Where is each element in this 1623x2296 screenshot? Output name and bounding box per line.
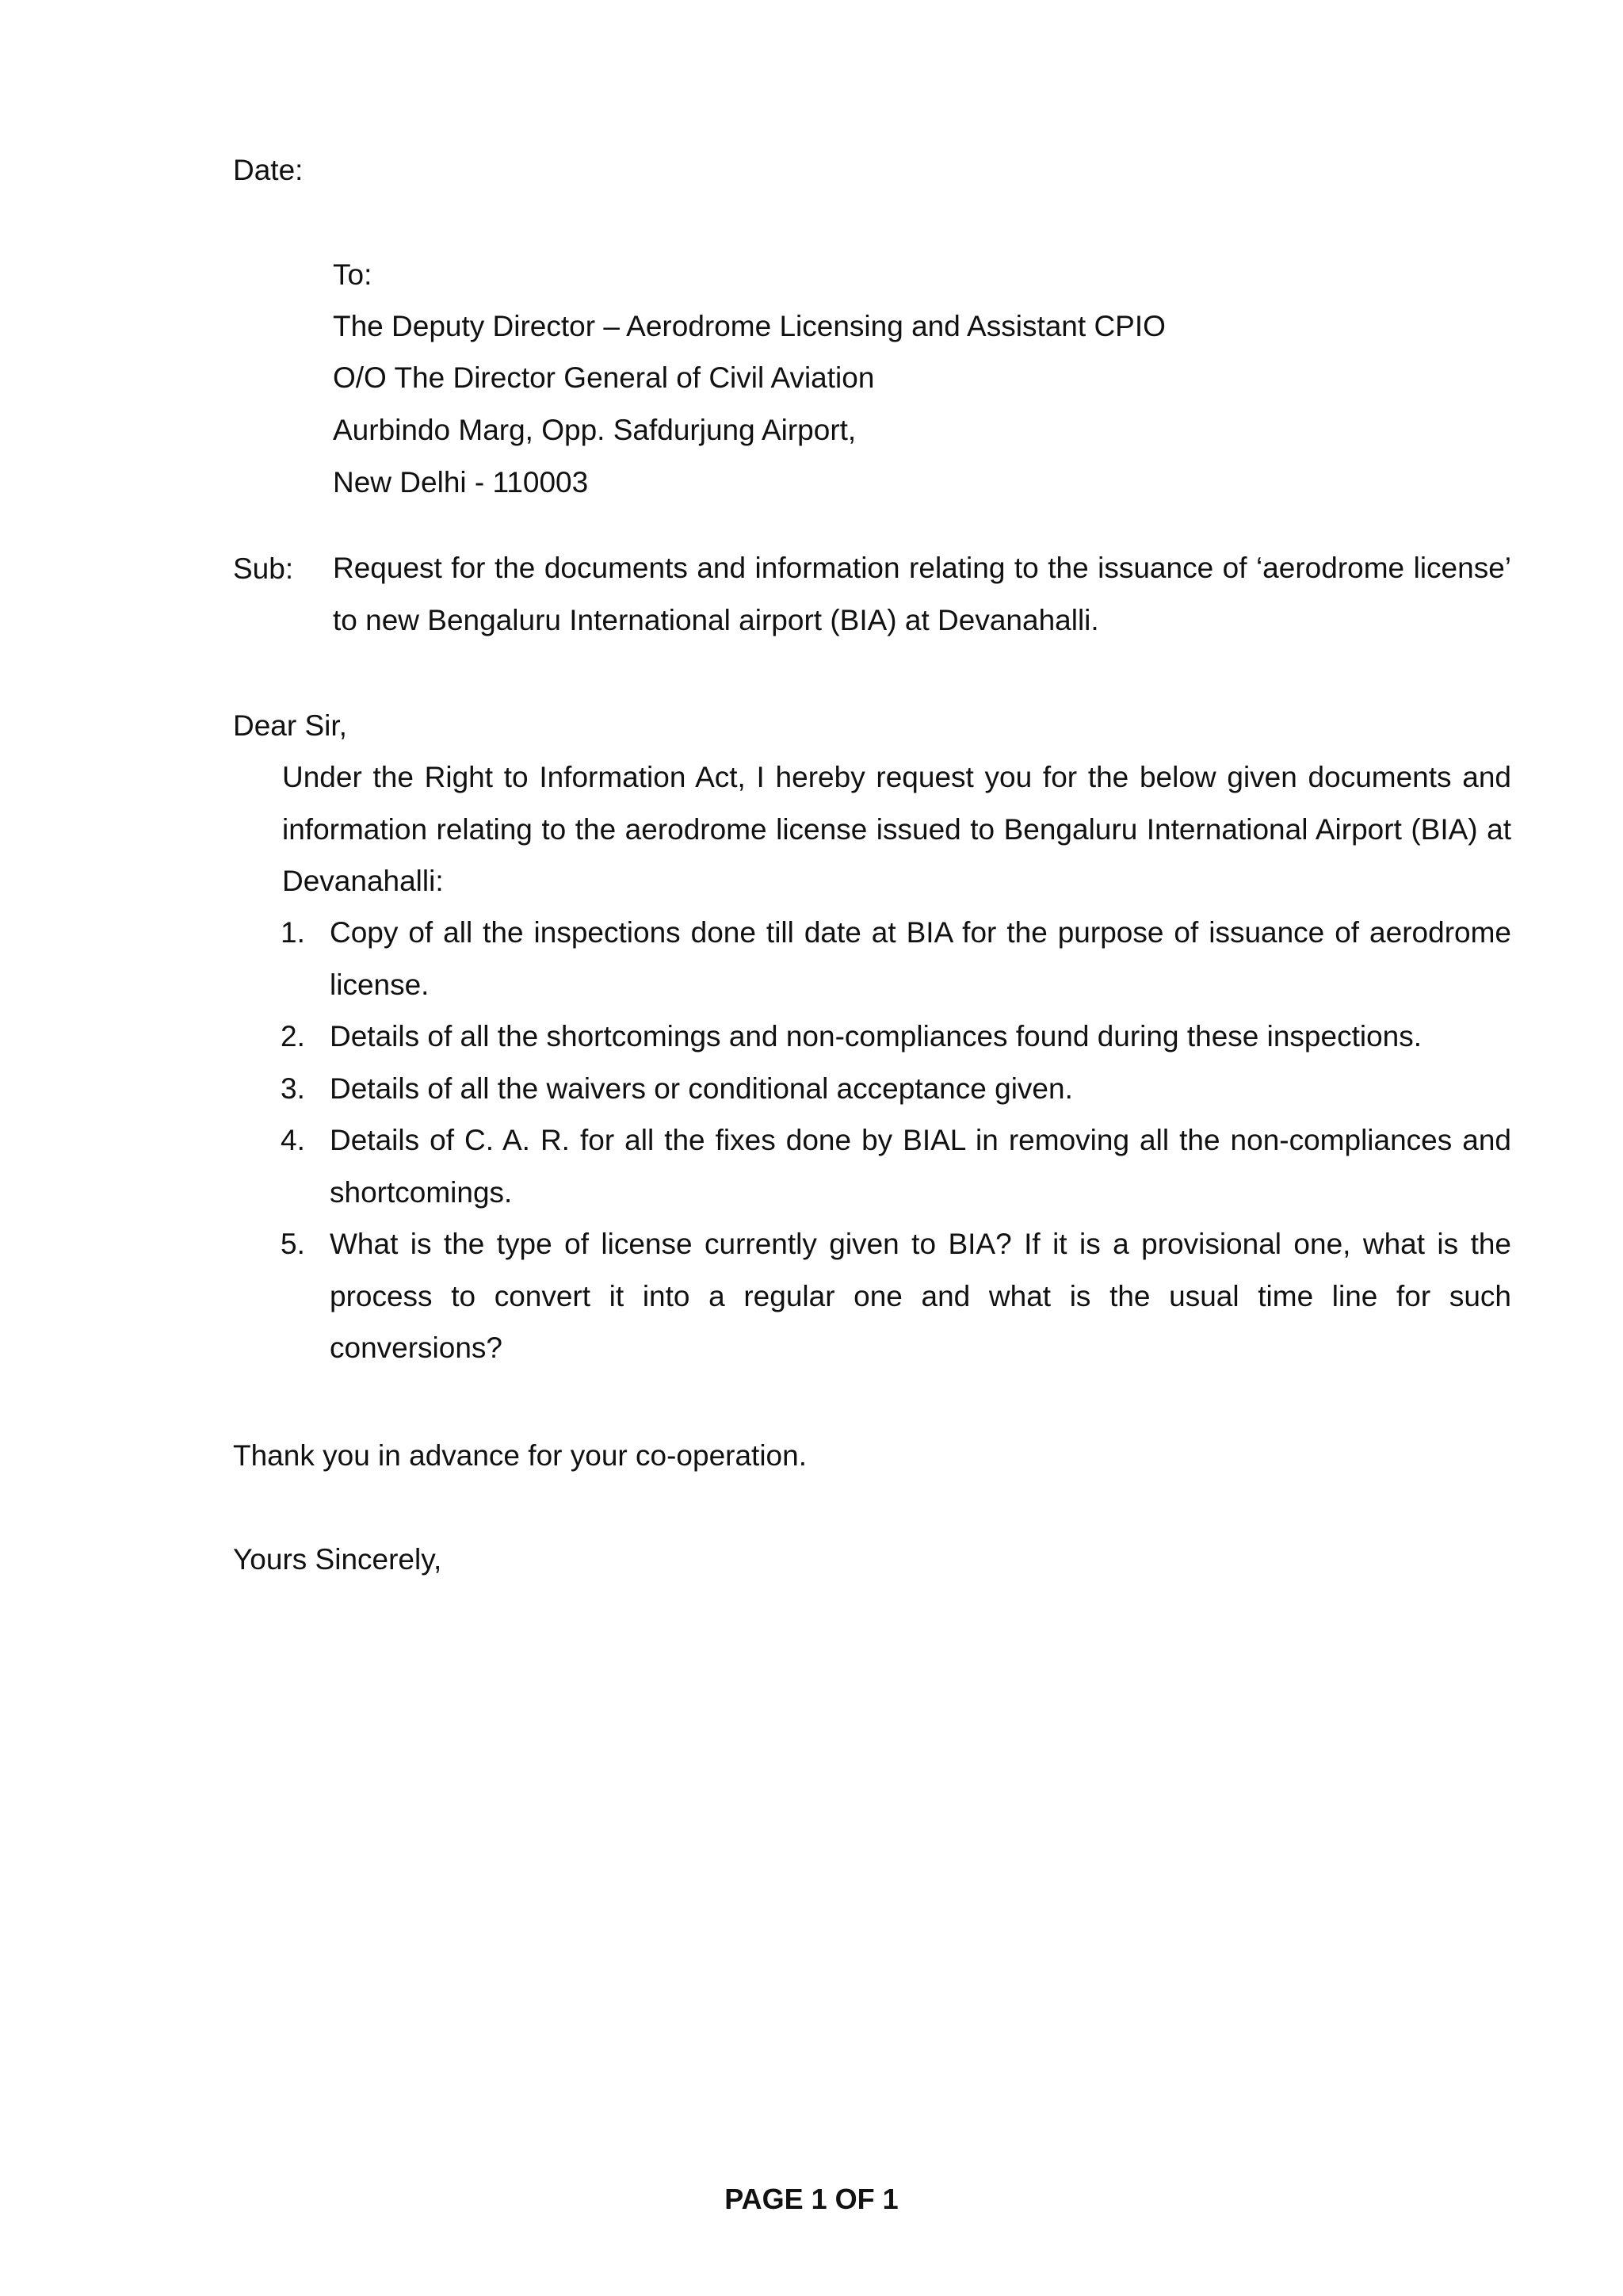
list-item — [281, 1010, 1511, 1063]
recipient-street: Aurbindo Marg, Opp. Safdurjung Airport, — [333, 414, 857, 446]
list-item-number: 5. — [281, 1228, 305, 1260]
recipient-title: The Deputy Director – Aerodrome Licensing and Assistant CPIO — [333, 310, 1166, 342]
to-label: To: — [333, 258, 372, 291]
recipient-city: New Delhi - 110003 — [333, 466, 589, 499]
list-item-text: What is the type of license currently given to BIA? If it is a provisional one, what is the process to convert it into a regular one and what is the usual time line for such conversions? — [330, 1228, 1511, 1364]
list-item-text: Copy of all the inspections done till date at BIA for the purpose of issuance of aerodrome license. — [330, 916, 1511, 1001]
list-item-text: Details of C. A. R. for all the fixes done by BIAL in removing all the non-compliances and shortcomings. — [330, 1124, 1511, 1209]
date-label: Date: — [233, 154, 304, 186]
recipient-office: O/O The Director General of Civil Aviation — [333, 361, 875, 394]
intro-paragraph: Under the Right to Information Act, I hereby request you for the below given documents and information relating to the aerodrome license issued to Bengaluru International Airport (BIA) at Devanahalli: — [282, 761, 1511, 897]
page-footer: PAGE 1 OF 1 — [724, 2183, 899, 2215]
list-item — [281, 1114, 1511, 1218]
list-item-number: 2. — [281, 1020, 305, 1052]
list-item-number: 3. — [281, 1072, 305, 1105]
list-item — [281, 1063, 1511, 1115]
thanks-line: Thank you in advance for your co-operation. — [233, 1439, 807, 1472]
list-item-text: Details of all the waivers or conditional acceptance given. — [330, 1072, 1073, 1105]
subject-text: Request for the documents and information relating to the issuance of ‘aerodrome license’ to new Bengaluru International airport (BIA) at Devanahalli. — [333, 552, 1511, 636]
closing-line: Yours Sincerely, — [233, 1543, 442, 1576]
request-list — [281, 907, 1511, 1374]
subject-label: Sub: — [233, 552, 294, 585]
list-item-number: 1. — [281, 916, 305, 949]
list-item-text: Details of all the shortcomings and non-compliances found during these inspections. — [330, 1020, 1423, 1052]
list-item — [281, 1218, 1511, 1374]
salutation: Dear Sir, — [233, 709, 347, 742]
list-item — [281, 907, 1511, 1010]
list-item-number: 4. — [281, 1124, 305, 1156]
